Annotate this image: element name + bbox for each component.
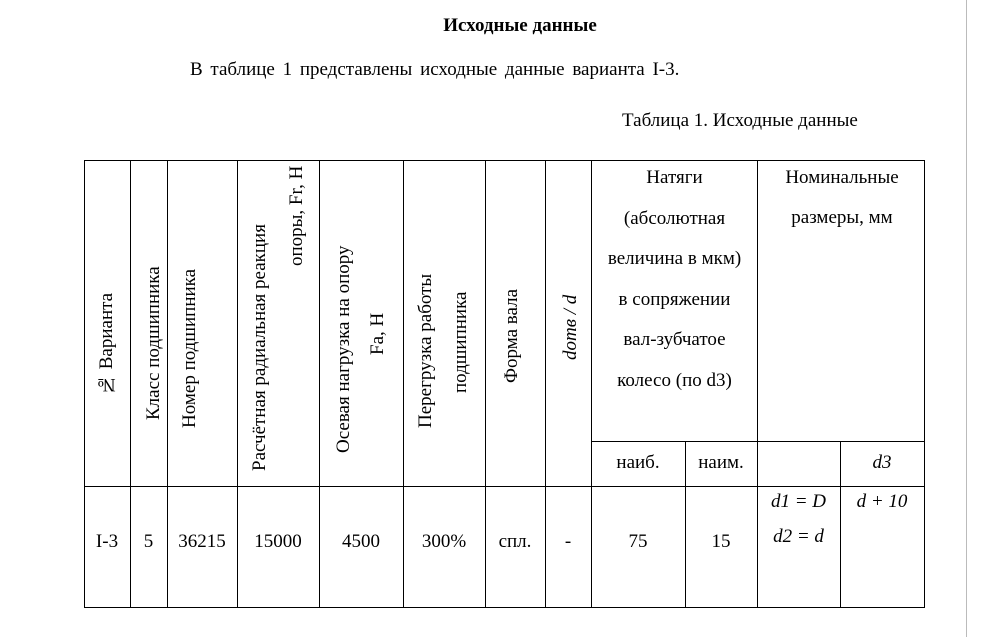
page-edge	[966, 0, 967, 637]
section-heading: Исходные данные	[443, 15, 597, 36]
header-radial-reaction-2: опоры, Fr, Н	[286, 166, 307, 267]
cell-max: 75	[628, 531, 648, 552]
header-nominal-sizes: Номинальные размеры, мм	[785, 167, 899, 228]
header-overload-2: подшипника	[450, 291, 471, 393]
table-border	[924, 160, 925, 608]
cell-min: 15	[711, 531, 731, 552]
cell-d2: d2 = d	[773, 526, 824, 547]
cell-hole-ratio: -	[564, 531, 572, 552]
cell-variant: I-3	[95, 531, 119, 552]
cell-d3-value: d + 10	[856, 491, 908, 512]
cell-d1: d1 = D	[770, 491, 827, 512]
header-hole-ratio: dотв / d	[560, 294, 581, 360]
header-min: наим.	[698, 452, 744, 473]
header-axial-load: Осевая нагрузка на опору	[333, 245, 354, 453]
cell-bearing-number: 36215	[178, 531, 226, 552]
header-overload: Перегрузка работы	[415, 273, 436, 428]
table-caption: Таблица 1. Исходные данные	[622, 110, 858, 131]
header-bearing-class: Класс подшипника	[143, 266, 164, 420]
intro-paragraph: В таблице 1 представлены исходные данные варианта I-3.	[190, 59, 680, 80]
cell-radial-reaction: 15000	[254, 531, 302, 552]
cell-overload: 300%	[421, 531, 467, 552]
header-axial-load-2: Fa, Н	[367, 312, 388, 355]
header-d3: d3	[872, 452, 892, 473]
header-radial-reaction: Расчётная радиальная реакция	[249, 224, 270, 471]
cell-axial-load: 4500	[342, 531, 380, 552]
cell-bearing-class: 5	[143, 531, 154, 552]
header-shaft-form: Форма вала	[501, 288, 522, 383]
header-bearing-number: Номер подшипника	[179, 268, 200, 428]
header-variant: № Варианта	[96, 292, 117, 395]
table-divider	[591, 441, 925, 442]
header-interference: Натяги (абсолютная величина в мкм) в сопряжении вал-зубчатое колесо (по d3)	[607, 167, 742, 391]
table-border	[84, 607, 925, 608]
header-max: наиб.	[616, 452, 660, 473]
cell-shaft-form: спл.	[498, 531, 532, 552]
